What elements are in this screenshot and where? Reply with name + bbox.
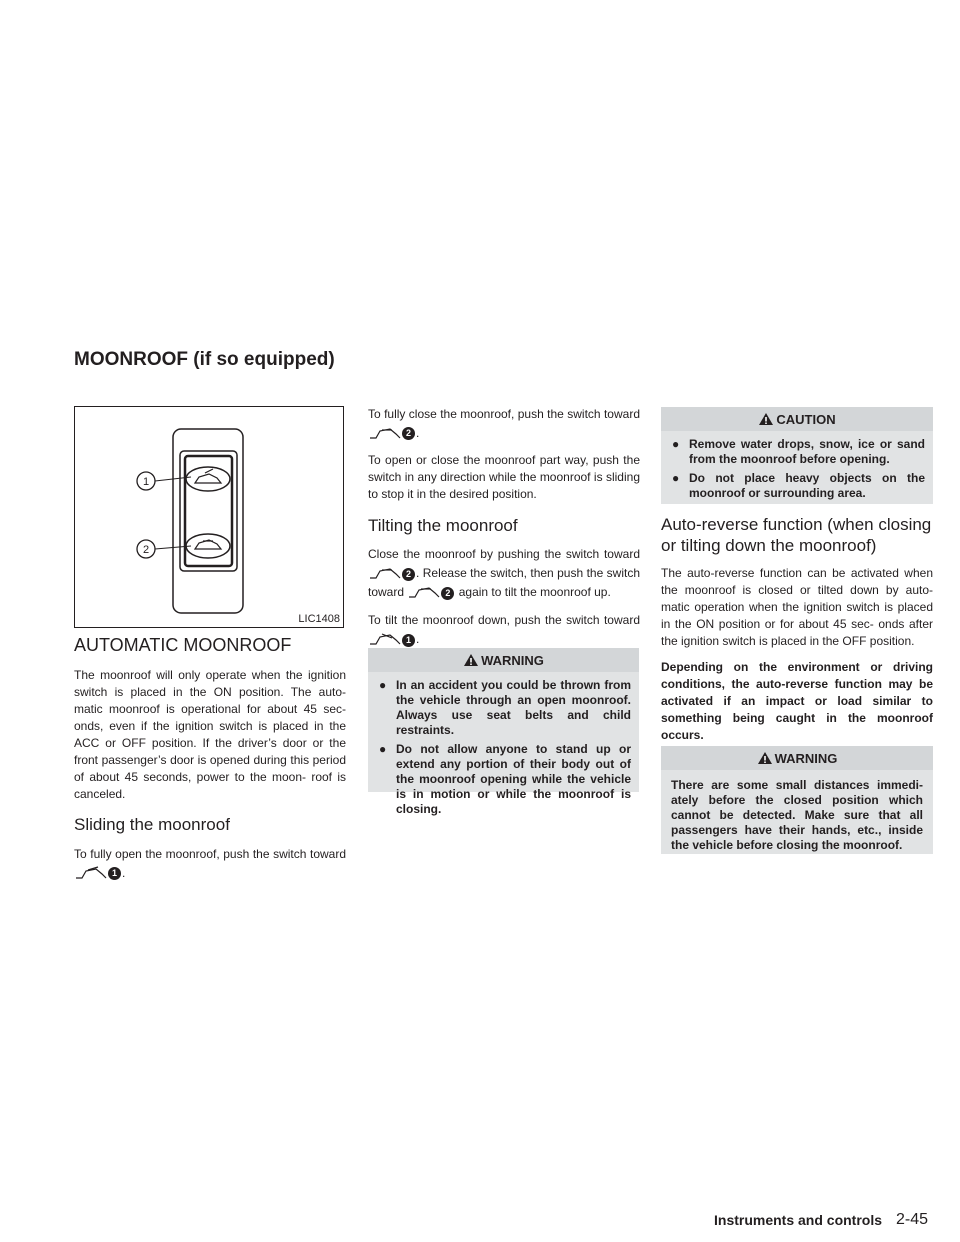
moonroof-switch-icon (368, 632, 402, 648)
sliding-text (74, 845, 346, 883)
moonroof-switch-illustration (75, 407, 343, 627)
heading-automatic-moonroof: AUTOMATIC MOONROOF (74, 635, 292, 655)
section-title: MOONROOF (if so equipped) (74, 349, 335, 370)
close-text-a: To fully close the moonroof, push the switch toward (368, 407, 640, 421)
warning-body: There are some small distances immedi- ately before the closed position which cannot be detected. Make sure that all passengers have their hands, etc., inside the vehicle before closing the moonroof. (671, 778, 923, 852)
warning-title: WARNING (774, 750, 838, 766)
step-number-icon: 1 (402, 634, 415, 647)
tiltdown-text (368, 611, 640, 649)
warning-item: ● In an accident you could be thrown from the vehicle through an open moonroof. Always use seat belts and child restraints. (379, 678, 631, 737)
auto-reverse-text: The auto-reverse function can be activated when the moonroof is closed or tilted down by auto- matic operation when the ignition switch is placed in the ON position or for about 45 sec- onds after the ignition switch is placed in the OFF position. (661, 565, 933, 648)
sliding-text-a: To fully open the moonroof, push the switch toward (74, 846, 346, 861)
tilt-text-b: . Release the switch, then push the switch toward (368, 566, 640, 600)
step-number-icon: 2 (441, 587, 454, 600)
moonroof-switch-icon (368, 426, 402, 442)
warning-triangle-icon (757, 751, 773, 765)
caution-header (661, 407, 933, 431)
footer-section-label: Instruments and controls (714, 1212, 883, 1228)
tiltdown-text-a: To tilt the moonroof down, push the switch toward (368, 613, 640, 628)
step-number-icon: 1 (108, 867, 121, 880)
sliding-text-b: . (122, 865, 126, 880)
moonroof-switch-icon (407, 585, 441, 601)
heading-tilting: Tilting the moonroof (368, 516, 518, 535)
heading-auto-reverse: Auto-reverse function (when closing or tilting down the moonroof) (661, 515, 932, 556)
warning-item: ● Do not allow anyone to stand up or extend any portion of their body out of the moonroof opening while the vehicle is in motion or while the moonroof is closing. (379, 742, 631, 816)
column-1 (74, 634, 346, 883)
warning-box-1 (368, 648, 639, 816)
tiltdown-text-b: . (416, 632, 420, 647)
partway-text: To open or close the moonroof part way, push the switch in any direction while the moonroof is sliding to stop it in the desired position. (368, 453, 640, 501)
close-text (368, 405, 640, 443)
step-number-icon: 2 (402, 568, 415, 581)
caution-list (661, 431, 933, 513)
caution-title: CAUTION (776, 411, 836, 427)
close-text-b: . (416, 426, 420, 440)
warning-header (368, 648, 639, 672)
page-number: 2-45 (896, 1211, 929, 1228)
figure-code: LIC1408 (298, 613, 340, 625)
warning-header (661, 746, 933, 770)
tilt-text (368, 545, 640, 602)
column-3 (661, 514, 933, 744)
warning-title: WARNING (481, 652, 544, 668)
moonroof-switch-figure (74, 406, 344, 628)
warning-list (368, 672, 639, 829)
warning-box-2 (661, 746, 933, 854)
step-number-icon: 2 (402, 427, 415, 440)
auto-reverse-bold-text: Depending on the environment or driving conditions, the auto-reverse function may be activated if an impact or load similar to something being caught in the moonroof occurs. (661, 659, 933, 742)
moonroof-switch-icon (368, 566, 402, 582)
moonroof-switch-icon (74, 866, 108, 882)
tilt-text-a: Close the moonroof by pushing the switch toward (368, 547, 640, 562)
caution-box (661, 407, 933, 504)
callout-2-label: 2 (142, 544, 150, 556)
warning-triangle-icon (758, 412, 774, 426)
caution-item: ● Do not place heavy objects on the moonroof or surrounding area. (672, 471, 925, 500)
column-2 (368, 405, 640, 649)
caution-item: ● Remove water drops, snow, ice or sand from the moonroof before opening. (672, 437, 925, 466)
automatic-moonroof-text: The moonroof will only operate when the ignition switch is placed in the ON position. The auto- matic moonroof is operational for about 45 sec- onds, even if the ignition switch is placed in the ACC or OFF position. If the driver’s door or the front passenger’s door is opened during this period of about 45 seconds, power to the moon- roof is canceled. (74, 667, 346, 801)
warning-triangle-icon (463, 653, 479, 667)
tilt-text-c: again to tilt the moonroof up. (458, 585, 611, 600)
heading-sliding: Sliding the moonroof (74, 814, 230, 834)
callout-1-label: 1 (142, 476, 150, 488)
